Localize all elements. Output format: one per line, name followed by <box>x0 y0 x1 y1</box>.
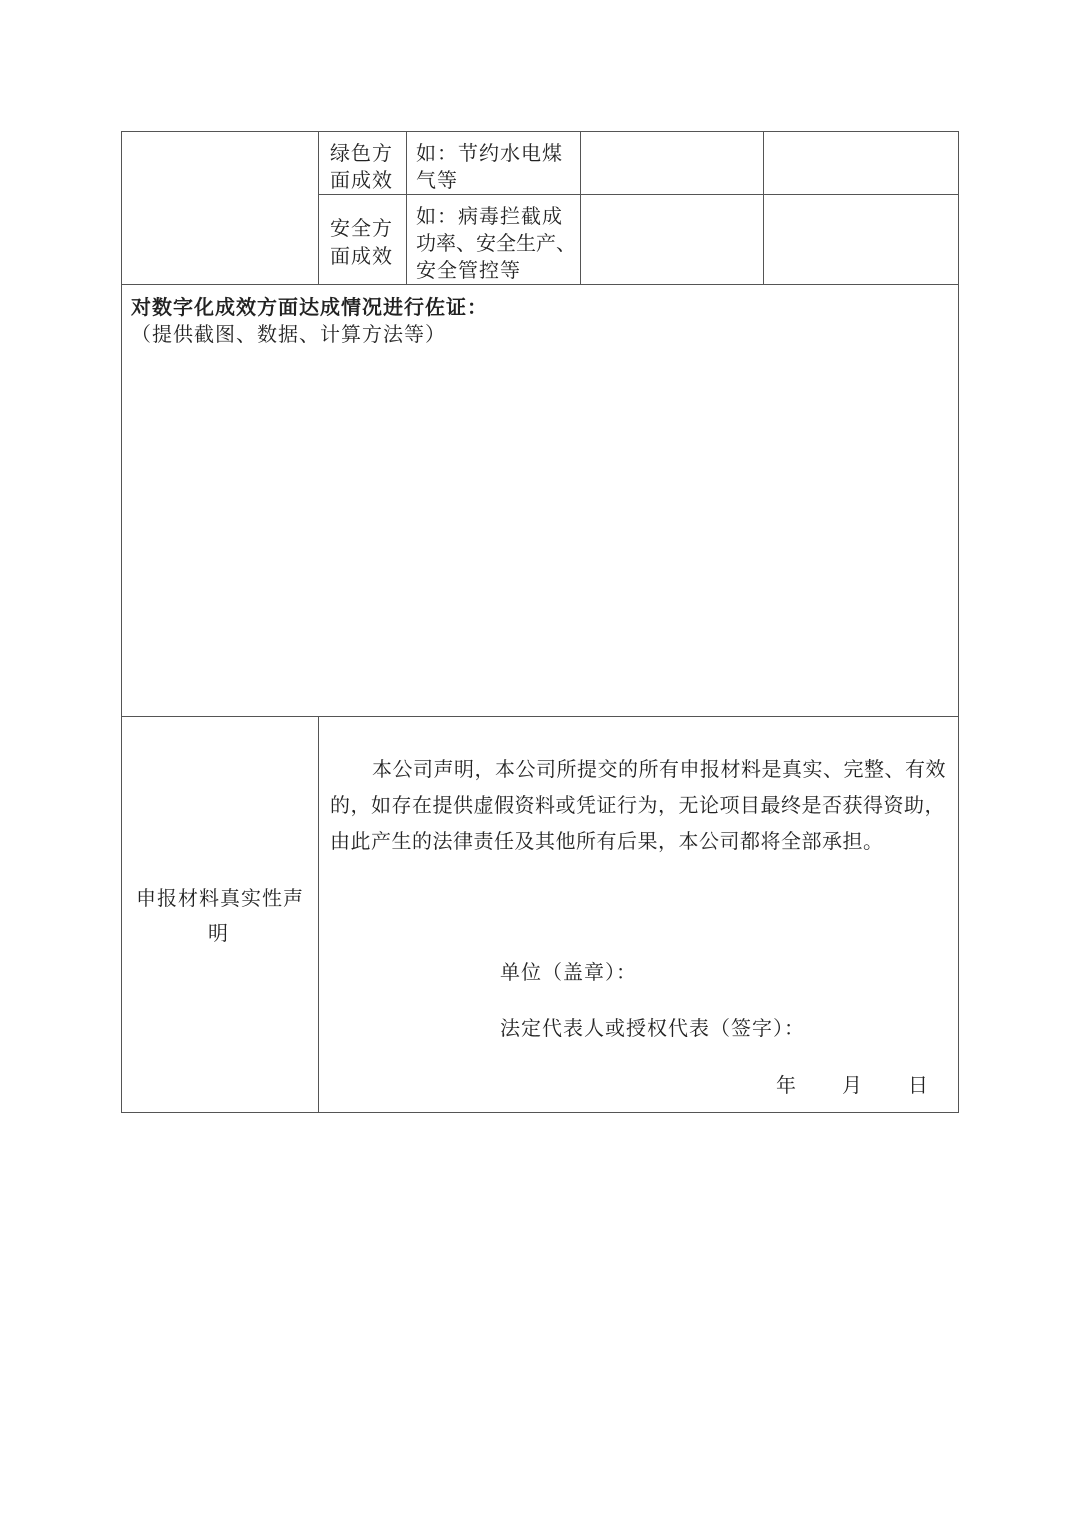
green-category-line-1: 绿色方 <box>330 141 393 165</box>
row-divider-green-safety <box>318 194 959 195</box>
table-border-bottom <box>121 1112 959 1113</box>
evidence-hint: （提供截图、数据、计算方法等） <box>131 322 446 346</box>
row-divider-evidence <box>121 284 959 285</box>
signer-label: 法定代表人或授权代表（签字）： <box>500 1016 805 1040</box>
safety-example-line-2: 功率、安全生产、 <box>416 231 576 255</box>
date-year: 年 <box>776 1073 797 1097</box>
col-divider-example <box>406 131 407 284</box>
evidence-title: 对数字化成效方面达成情况进行佐证： <box>131 295 488 319</box>
row-divider-declaration <box>121 716 959 717</box>
safety-example-line-3: 安全管控等 <box>416 258 521 282</box>
green-example-line-1: 如：节约水电煤 <box>416 141 563 165</box>
date-month: 月 <box>842 1073 863 1097</box>
table-border-top <box>121 131 959 132</box>
table-border-right <box>958 131 959 1113</box>
col-divider-value <box>580 131 581 284</box>
col-divider-category <box>318 131 319 284</box>
declaration-body: 本公司声明，本公司所提交的所有申报材料是真实、完整、有效的，如存在提供虚假资料或凭证行为，无论项目最终是否获得资助，由此产生的法律责任及其他所有后果，本公司都将全部承担。 <box>330 757 946 853</box>
safety-example-line-1: 如：病毒拦截成 <box>416 204 563 228</box>
unit-seal-label: 单位（盖章）： <box>500 960 637 984</box>
declaration-label-line-1: 申报材料真实性声 <box>136 886 304 910</box>
safety-category-line-2: 面成效 <box>330 244 393 268</box>
safety-category-line-1: 安全方 <box>330 216 393 240</box>
evidence-input-area[interactable] <box>122 350 958 715</box>
date-day: 日 <box>908 1073 929 1097</box>
declaration-label-line-2: 明 <box>208 921 229 945</box>
col-divider-declaration <box>318 716 319 1112</box>
green-category-line-2: 面成效 <box>330 168 393 192</box>
green-example-line-2: 气等 <box>416 168 458 192</box>
col-divider-score <box>763 131 764 284</box>
